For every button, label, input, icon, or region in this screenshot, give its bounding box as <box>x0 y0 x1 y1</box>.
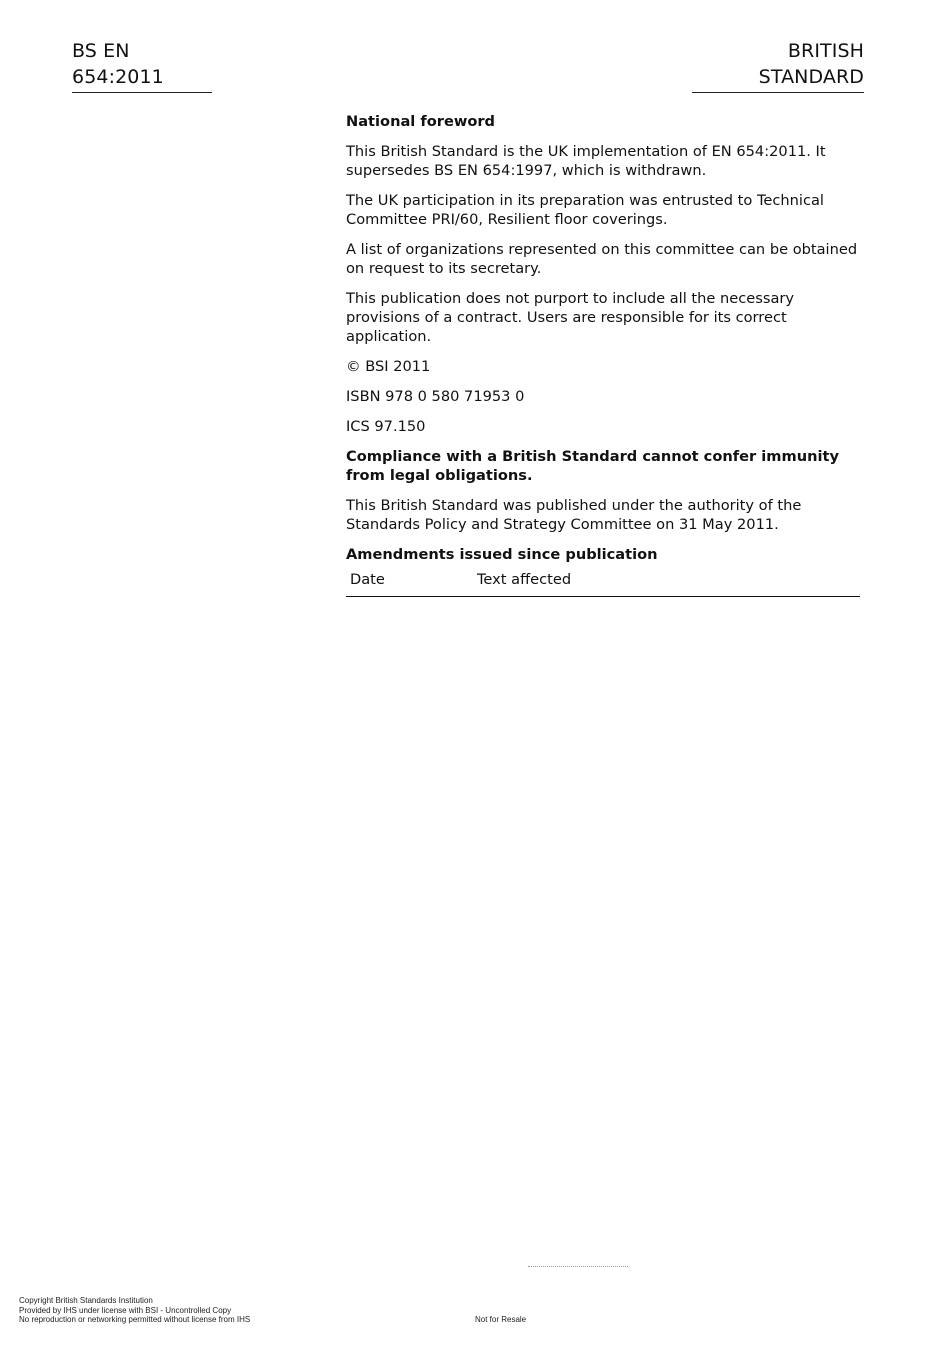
publication-statement: This British Standard was published under the authority of the Standards Policy and Strategy Committee on 31 May 2011. <box>346 497 802 533</box>
national-foreword-section <box>346 112 860 597</box>
header-document-number: BS EN 654:2011 <box>72 38 212 93</box>
footer-license-notice <box>19 1296 250 1325</box>
footer-line-copyright: Copyright British Standards Institution <box>19 1296 153 1305</box>
header-standard-type: BRITISH STANDARD <box>692 38 864 93</box>
scan-artifact-line <box>528 1266 628 1269</box>
ics-line: ICS 97.150 <box>346 418 426 435</box>
foreword-paragraph-committee: The UK participation in its preparation was entrusted to Technical Committee PRI/60, Resilient floor coverings. <box>346 192 824 228</box>
footer-line-provided: Provided by IHS under license with BSI - Uncontrolled Copy <box>19 1305 232 1315</box>
isbn-line: ISBN 978 0 580 71953 0 <box>346 388 525 405</box>
amendments-title: Amendments issued since publication <box>346 546 658 563</box>
footer-not-for-resale: Not for Resale <box>475 1315 527 1324</box>
compliance-statement: Compliance with a British Standard cannot confer immunity from legal obligations. <box>346 448 839 484</box>
amendments-table-header <box>346 570 860 597</box>
foreword-paragraph-organizations: A list of organizations represented on this committee can be obtained on request to its secretary. <box>346 241 858 277</box>
foreword-title: National foreword <box>346 113 496 130</box>
copyright-line: © BSI 2011 <box>346 358 431 375</box>
footer-line-reproduction: No reproduction or networking permitted without license from IHS <box>19 1315 251 1324</box>
amendments-text-column: Text affected <box>477 571 572 588</box>
amendments-date-column: Date <box>350 571 385 588</box>
foreword-paragraph-implementation: This British Standard is the UK implementation of EN 654:2011. It supersedes BS EN 654:1997, which is withdrawn. <box>346 143 826 179</box>
foreword-paragraph-contract: This publication does not purport to include all the necessary provisions of a contract. Users are responsible for its correct application. <box>346 290 795 345</box>
